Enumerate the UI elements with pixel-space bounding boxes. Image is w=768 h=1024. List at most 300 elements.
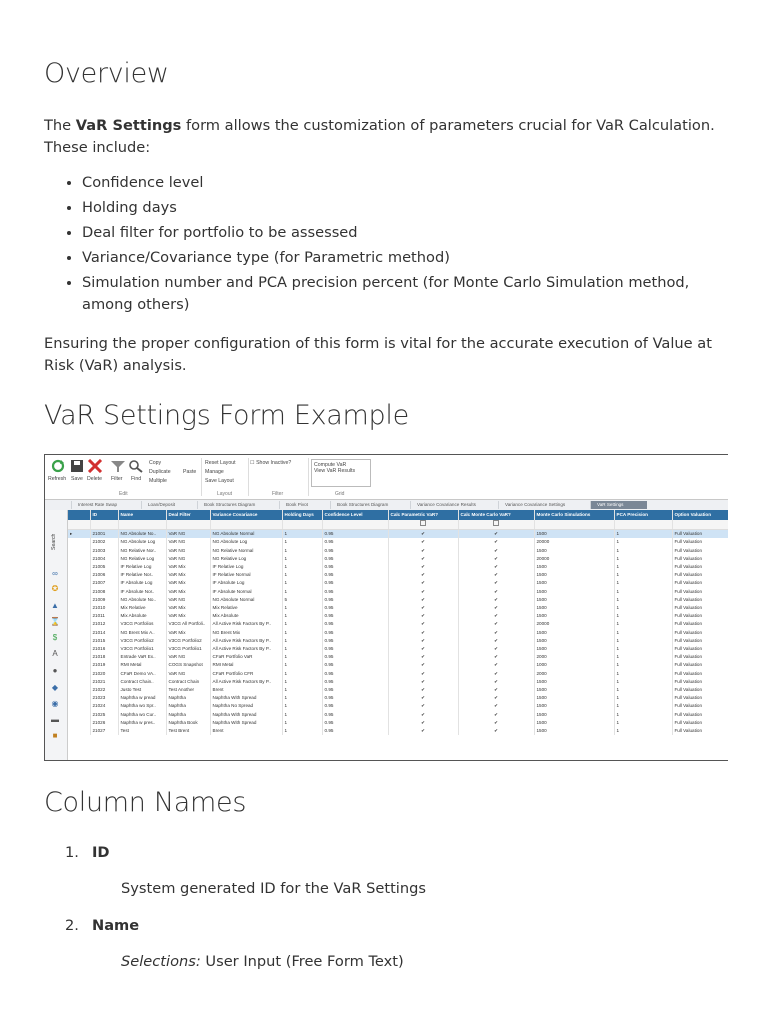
table-cell[interactable]: 2000 <box>534 670 614 678</box>
column-header[interactable]: Calc Parametric VaR? <box>388 510 458 520</box>
table-cell[interactable]: Naphtha <box>166 702 210 710</box>
row-indicator[interactable] <box>68 604 90 612</box>
table-cell[interactable]: Full Valuation <box>672 711 728 719</box>
column-header[interactable]: Calc Monte Carlo VaR? <box>458 510 534 520</box>
table-cell[interactable]: VaR Mix <box>166 612 210 620</box>
row-indicator[interactable] <box>68 620 90 628</box>
table-cell[interactable]: V3CG Portfolio2 <box>118 637 166 645</box>
table-row[interactable] <box>68 711 728 719</box>
column-header[interactable]: Deal Filter <box>166 510 210 520</box>
table-cell[interactable]: V3CG Portfolios <box>118 620 166 628</box>
table-cell[interactable]: 21009 <box>90 596 118 604</box>
hourglass-icon[interactable]: ⌛ <box>50 617 60 626</box>
table-cell[interactable]: ✔ <box>388 637 458 645</box>
table-cell[interactable]: NG Relative Log <box>118 555 166 563</box>
table-cell[interactable]: 20000 <box>534 538 614 546</box>
table-cell[interactable]: ✔ <box>458 670 534 678</box>
table-cell[interactable]: 0.95 <box>322 645 388 653</box>
table-cell[interactable]: 1 <box>282 563 322 571</box>
table-cell[interactable]: 1500 <box>534 604 614 612</box>
table-cell[interactable]: 1 <box>282 588 322 596</box>
table-cell[interactable]: 0.95 <box>322 629 388 637</box>
table-cell[interactable]: IF Relative Nor.. <box>118 571 166 579</box>
table-cell[interactable]: ✔ <box>388 596 458 604</box>
table-cell[interactable]: ✔ <box>388 686 458 694</box>
table-cell[interactable]: Full Valuation <box>672 694 728 702</box>
row-indicator[interactable] <box>68 678 90 686</box>
table-cell[interactable]: ✔ <box>388 727 458 735</box>
table-row[interactable] <box>68 653 728 661</box>
table-cell[interactable]: 1500 <box>534 686 614 694</box>
tab-book-structures-2[interactable]: Book Structures Diagram <box>330 501 415 509</box>
table-cell[interactable]: 1 <box>282 530 322 539</box>
table-cell[interactable]: 0.95 <box>322 604 388 612</box>
table-row[interactable] <box>68 579 728 587</box>
table-cell[interactable]: 21004 <box>90 555 118 563</box>
table-cell[interactable]: 1 <box>282 719 322 727</box>
table-row[interactable] <box>68 563 728 571</box>
table-cell[interactable]: 20000 <box>534 555 614 563</box>
table-cell[interactable]: Mix Relative <box>118 604 166 612</box>
table-cell[interactable]: 0.95 <box>322 547 388 555</box>
table-cell[interactable]: 1 <box>614 596 672 604</box>
table-cell[interactable]: 21026 <box>90 719 118 727</box>
table-cell[interactable]: 1500 <box>534 596 614 604</box>
table-cell[interactable]: 1 <box>282 555 322 563</box>
table-cell[interactable]: Full Valuation <box>672 604 728 612</box>
table-cell[interactable]: 1500 <box>534 629 614 637</box>
table-cell[interactable]: 21007 <box>90 579 118 587</box>
table-cell[interactable]: VaR Mix <box>166 563 210 571</box>
table-cell[interactable]: 0.95 <box>322 571 388 579</box>
table-cell[interactable]: 1500 <box>534 727 614 735</box>
table-cell[interactable]: 20000 <box>534 620 614 628</box>
table-row[interactable] <box>68 612 728 620</box>
table-cell[interactable]: 1 <box>614 637 672 645</box>
table-cell[interactable]: NG Absolute No.. <box>118 596 166 604</box>
table-cell[interactable]: VaR Mix <box>166 604 210 612</box>
table-cell[interactable]: Full Valuation <box>672 637 728 645</box>
row-indicator[interactable] <box>68 555 90 563</box>
table-cell[interactable]: ✔ <box>458 579 534 587</box>
table-cell[interactable]: 21024 <box>90 702 118 710</box>
row-indicator[interactable] <box>68 538 90 546</box>
table-cell[interactable]: Full Valuation <box>672 530 728 539</box>
table-row[interactable] <box>68 694 728 702</box>
delete-button[interactable]: Delete <box>87 476 102 482</box>
table-cell[interactable]: 1 <box>614 612 672 620</box>
table-cell[interactable]: 0.95 <box>322 702 388 710</box>
table-cell[interactable]: Full Valuation <box>672 645 728 653</box>
table-cell[interactable]: 21003 <box>90 547 118 555</box>
ship-icon[interactable]: ▬ <box>51 715 59 724</box>
table-cell[interactable]: 1 <box>614 588 672 596</box>
table-cell[interactable]: VaR Mix <box>166 588 210 596</box>
table-cell[interactable]: Full Valuation <box>672 612 728 620</box>
table-cell[interactable]: 0.95 <box>322 563 388 571</box>
table-cell[interactable]: 1 <box>282 653 322 661</box>
table-cell[interactable]: All Active Risk Factors By P.. <box>210 678 282 686</box>
row-indicator[interactable] <box>68 727 90 735</box>
table-cell[interactable]: ✔ <box>388 711 458 719</box>
table-cell[interactable]: 0.95 <box>322 530 388 539</box>
table-cell[interactable]: 1 <box>614 563 672 571</box>
table-cell[interactable]: 0.95 <box>322 727 388 735</box>
table-cell[interactable]: 0.95 <box>322 579 388 587</box>
table-cell[interactable]: Full Valuation <box>672 538 728 546</box>
table-cell[interactable]: NG Brent Mix <box>210 629 282 637</box>
duplicate-button[interactable]: Duplicate <box>149 469 171 475</box>
table-cell[interactable]: ✔ <box>388 645 458 653</box>
table-cell[interactable]: 0.95 <box>322 612 388 620</box>
row-indicator[interactable] <box>68 694 90 702</box>
column-header[interactable]: Monte Carlo Simulations <box>534 510 614 520</box>
table-cell[interactable]: 1 <box>614 579 672 587</box>
table-cell[interactable]: ✔ <box>388 555 458 563</box>
table-cell[interactable]: 0.95 <box>322 686 388 694</box>
table-cell[interactable]: 21012 <box>90 620 118 628</box>
row-indicator[interactable] <box>68 637 90 645</box>
table-cell[interactable]: VaR Mix <box>166 629 210 637</box>
table-cell[interactable]: Naphtha Book <box>166 719 210 727</box>
table-cell[interactable]: ✔ <box>388 571 458 579</box>
row-indicator[interactable] <box>68 571 90 579</box>
table-cell[interactable]: 21019 <box>90 661 118 669</box>
table-cell[interactable]: 5 <box>282 596 322 604</box>
table-cell[interactable]: Naphtha <box>166 711 210 719</box>
table-row[interactable] <box>68 727 728 735</box>
table-cell[interactable]: Full Valuation <box>672 547 728 555</box>
table-cell[interactable]: 1 <box>282 637 322 645</box>
table-cell[interactable]: Naphtha w pread <box>118 694 166 702</box>
table-cell[interactable]: Naphtha w pres.. <box>118 719 166 727</box>
table-cell[interactable]: 1 <box>614 547 672 555</box>
table-cell[interactable]: Test <box>118 727 166 735</box>
tab-variance-settings[interactable]: Variance Covariance Settings <box>498 501 593 509</box>
table-cell[interactable]: ✔ <box>388 604 458 612</box>
table-cell[interactable]: 1 <box>614 645 672 653</box>
table-row[interactable] <box>68 629 728 637</box>
row-indicator[interactable] <box>68 670 90 678</box>
table-cell[interactable]: ✔ <box>458 711 534 719</box>
table-cell[interactable]: CFaR Portfolio VaR <box>210 653 282 661</box>
table-cell[interactable]: ✔ <box>388 588 458 596</box>
reset-layout-button[interactable]: Reset Layout <box>205 460 236 466</box>
paste-button[interactable]: Paste <box>183 469 197 475</box>
table-cell[interactable]: ✔ <box>458 629 534 637</box>
table-cell[interactable]: VaR Mix <box>166 579 210 587</box>
dollar-icon[interactable]: $ <box>52 633 58 642</box>
table-cell[interactable]: CFaR Demo VA.. <box>118 670 166 678</box>
table-cell[interactable]: Full Valuation <box>672 661 728 669</box>
table-cell[interactable]: ✔ <box>388 612 458 620</box>
find-button[interactable]: Find <box>131 476 142 482</box>
table-cell[interactable]: NG Relative Nor.. <box>118 547 166 555</box>
refresh-icon[interactable] <box>49 459 67 473</box>
table-cell[interactable]: COGS Snapshot <box>166 661 210 669</box>
table-cell[interactable]: 21022 <box>90 686 118 694</box>
row-indicator[interactable] <box>68 596 90 604</box>
table-row[interactable] <box>68 686 728 694</box>
table-cell[interactable]: 1 <box>614 571 672 579</box>
table-cell[interactable]: VaR NG <box>166 555 210 563</box>
table-row[interactable] <box>68 702 728 710</box>
table-cell[interactable]: 1 <box>282 620 322 628</box>
table-cell[interactable]: Entrade VaR Ex.. <box>118 653 166 661</box>
table-cell[interactable]: ✔ <box>388 563 458 571</box>
table-cell[interactable]: ✔ <box>388 547 458 555</box>
table-cell[interactable]: 21016 <box>90 645 118 653</box>
table-cell[interactable]: 1500 <box>534 571 614 579</box>
table-cell[interactable]: 1 <box>614 653 672 661</box>
table-cell[interactable]: 1 <box>614 538 672 546</box>
table-cell[interactable]: 21020 <box>90 670 118 678</box>
table-cell[interactable]: Contract Chain <box>166 678 210 686</box>
table-cell[interactable]: V3CG Portfolio2 <box>166 637 210 645</box>
row-indicator[interactable] <box>68 629 90 637</box>
row-indicator[interactable] <box>68 653 90 661</box>
table-cell[interactable]: ✔ <box>388 719 458 727</box>
table-cell[interactable]: ✔ <box>458 637 534 645</box>
table-cell[interactable]: 0.95 <box>322 637 388 645</box>
table-cell[interactable]: ✔ <box>388 694 458 702</box>
table-cell[interactable]: 21015 <box>90 637 118 645</box>
table-cell[interactable]: All Active Risk Factors By P.. <box>210 620 282 628</box>
table-cell[interactable]: 1 <box>282 604 322 612</box>
settings-icon[interactable]: ✪ <box>51 584 59 593</box>
table-row[interactable] <box>68 661 728 669</box>
table-cell[interactable]: ✔ <box>388 530 458 539</box>
table-cell[interactable]: Brent <box>210 686 282 694</box>
table-cell[interactable]: Mix Absolute <box>118 612 166 620</box>
table-cell[interactable]: NG Absolute Log <box>210 538 282 546</box>
table-cell[interactable]: NG Absolute Log <box>118 538 166 546</box>
table-cell[interactable]: 1 <box>282 727 322 735</box>
table-cell[interactable]: 1 <box>614 678 672 686</box>
table-cell[interactable]: 1500 <box>534 719 614 727</box>
globe-icon[interactable]: ◉ <box>51 699 59 708</box>
table-cell[interactable]: 1500 <box>534 612 614 620</box>
table-cell[interactable]: ✔ <box>388 620 458 628</box>
table-cell[interactable]: IF Relative Log <box>210 563 282 571</box>
table-cell[interactable]: VaR NG <box>166 538 210 546</box>
tab-variance-results[interactable]: Variance Covariance Results <box>410 501 505 509</box>
table-cell[interactable]: IF Absolute Normal <box>210 588 282 596</box>
table-cell[interactable]: 1000 <box>534 661 614 669</box>
table-cell[interactable]: Naphtha wo Spr.. <box>118 702 166 710</box>
table-cell[interactable]: 1 <box>614 719 672 727</box>
table-cell[interactable]: 1 <box>614 661 672 669</box>
table-cell[interactable]: VaR NG <box>166 530 210 539</box>
table-cell[interactable]: 1 <box>614 530 672 539</box>
table-cell[interactable]: 1 <box>282 538 322 546</box>
table-cell[interactable]: 0.95 <box>322 719 388 727</box>
row-indicator[interactable] <box>68 661 90 669</box>
table-row[interactable] <box>68 547 728 555</box>
table-cell[interactable]: 0.95 <box>322 538 388 546</box>
table-cell[interactable]: VaR NG <box>166 653 210 661</box>
table-cell[interactable]: 1500 <box>534 711 614 719</box>
table-cell[interactable]: ✔ <box>388 670 458 678</box>
table-cell[interactable]: V3CG Portfolio1 <box>166 645 210 653</box>
row-indicator[interactable] <box>68 702 90 710</box>
grid-actions-list[interactable] <box>311 459 371 487</box>
table-cell[interactable]: NG Relative Normal <box>210 547 282 555</box>
show-inactive-checkbox[interactable]: ☐ Show Inactive? <box>250 460 292 466</box>
table-cell[interactable]: NG Absolute No.. <box>118 530 166 539</box>
table-cell[interactable]: Full Valuation <box>672 702 728 710</box>
table-cell[interactable]: ✔ <box>388 538 458 546</box>
table-cell[interactable]: 0.95 <box>322 555 388 563</box>
table-cell[interactable]: ✔ <box>458 645 534 653</box>
table-cell[interactable]: 1 <box>282 579 322 587</box>
table-cell[interactable]: Full Valuation <box>672 686 728 694</box>
row-indicator[interactable] <box>68 711 90 719</box>
table-cell[interactable]: 21010 <box>90 604 118 612</box>
table-cell[interactable]: ✔ <box>458 547 534 555</box>
table-cell[interactable]: NG Absolute Normal <box>210 596 282 604</box>
table-cell[interactable]: 1 <box>282 547 322 555</box>
table-cell[interactable]: Full Valuation <box>672 620 728 628</box>
table-cell[interactable]: ✔ <box>388 678 458 686</box>
table-cell[interactable]: Full Valuation <box>672 596 728 604</box>
table-cell[interactable]: 1 <box>282 711 322 719</box>
table-row[interactable] <box>68 719 728 727</box>
table-cell[interactable]: Contract Chain.. <box>118 678 166 686</box>
column-header[interactable]: Confidence Level <box>322 510 388 520</box>
table-cell[interactable]: 1 <box>614 694 672 702</box>
table-cell[interactable]: V3CG All Portfoli.. <box>166 620 210 628</box>
table-cell[interactable]: Full Valuation <box>672 571 728 579</box>
table-cell[interactable]: 0.95 <box>322 670 388 678</box>
table-cell[interactable]: 1500 <box>534 694 614 702</box>
row-indicator[interactable] <box>68 645 90 653</box>
manage-layout-button[interactable]: Manage <box>205 469 224 475</box>
row-indicator[interactable] <box>68 563 90 571</box>
table-cell[interactable]: Naphtha <box>166 694 210 702</box>
table-cell[interactable]: NG Relative Log <box>210 555 282 563</box>
table-cell[interactable]: 21023 <box>90 694 118 702</box>
table-cell[interactable]: 1 <box>282 612 322 620</box>
table-cell[interactable]: 21014 <box>90 629 118 637</box>
table-cell[interactable]: Full Valuation <box>672 555 728 563</box>
table-cell[interactable]: NG Absolute Normal <box>210 530 282 539</box>
table-cell[interactable]: V3CG Portfolio1 <box>118 645 166 653</box>
table-cell[interactable]: Brent <box>210 727 282 735</box>
table-cell[interactable]: 1 <box>614 727 672 735</box>
table-row[interactable] <box>68 538 728 546</box>
table-cell[interactable]: Test Another <box>166 686 210 694</box>
table-cell[interactable]: IF Relative Normal <box>210 571 282 579</box>
table-cell[interactable]: Full Valuation <box>672 678 728 686</box>
table-cell[interactable]: 21008 <box>90 588 118 596</box>
table-cell[interactable]: 1 <box>614 629 672 637</box>
table-row[interactable] <box>68 571 728 579</box>
table-cell[interactable]: Naphtha wo Cur.. <box>118 711 166 719</box>
table-row[interactable] <box>68 588 728 596</box>
save-layout-button[interactable]: Save Layout <box>205 478 234 484</box>
view-var-results-option[interactable]: View VaR Results <box>314 468 356 474</box>
table-cell[interactable]: 21011 <box>90 612 118 620</box>
row-indicator[interactable]: ▸ <box>68 530 90 539</box>
table-cell[interactable]: 2000 <box>534 653 614 661</box>
table-cell[interactable]: NG Brent Mix A.. <box>118 629 166 637</box>
table-cell[interactable]: ✔ <box>458 563 534 571</box>
table-cell[interactable]: Full Valuation <box>672 670 728 678</box>
table-cell[interactable]: ✔ <box>388 702 458 710</box>
table-cell[interactable]: 1 <box>614 686 672 694</box>
table-cell[interactable]: Naphtha No Spread <box>210 702 282 710</box>
table-cell[interactable]: Test Brent <box>166 727 210 735</box>
chart-icon[interactable]: ▲ <box>51 601 59 610</box>
table-row[interactable] <box>68 637 728 645</box>
table-cell[interactable]: All Active Risk Factors By P.. <box>210 645 282 653</box>
table-cell[interactable]: 1 <box>282 686 322 694</box>
table-cell[interactable]: 21027 <box>90 727 118 735</box>
search-panel-label[interactable]: Search <box>51 533 57 550</box>
table-cell[interactable]: 1 <box>282 571 322 579</box>
table-cell[interactable]: 1500 <box>534 547 614 555</box>
table-cell[interactable]: ✔ <box>388 653 458 661</box>
table-cell[interactable]: Full Valuation <box>672 588 728 596</box>
table-cell[interactable]: ✔ <box>458 571 534 579</box>
font-icon[interactable]: A <box>52 649 58 658</box>
table-cell[interactable]: 0.95 <box>322 711 388 719</box>
table-row[interactable] <box>68 645 728 653</box>
column-header[interactable]: Option Valuation <box>672 510 728 520</box>
table-cell[interactable]: VaR NG <box>166 547 210 555</box>
table-cell[interactable]: 1500 <box>534 588 614 596</box>
tab-book-pivot[interactable]: Book Pivot <box>279 501 332 509</box>
compute-var-option[interactable]: Compute VaR <box>314 462 347 468</box>
table-cell[interactable]: ✔ <box>458 538 534 546</box>
table-row[interactable] <box>68 530 728 539</box>
table-cell[interactable]: 0.95 <box>322 678 388 686</box>
table-cell[interactable]: 21006 <box>90 571 118 579</box>
table-cell[interactable]: Full Valuation <box>672 629 728 637</box>
table-cell[interactable]: Mix Relative <box>210 604 282 612</box>
column-header[interactable]: Holding Days <box>282 510 322 520</box>
table-cell[interactable]: 1 <box>282 645 322 653</box>
table-cell[interactable]: VaR Mix <box>166 571 210 579</box>
table-cell[interactable]: IF Absolute Log <box>118 579 166 587</box>
table-cell[interactable]: 0.95 <box>322 661 388 669</box>
table-cell[interactable]: 0.95 <box>322 620 388 628</box>
binoculars-icon[interactable]: ∞ <box>52 569 58 578</box>
table-cell[interactable]: 1 <box>282 678 322 686</box>
lock-icon[interactable]: ■ <box>52 731 58 740</box>
table-cell[interactable]: Naphtha With Spread <box>210 711 282 719</box>
table-cell[interactable]: 1 <box>614 604 672 612</box>
table-cell[interactable]: Full Valuation <box>672 579 728 587</box>
multiple-button[interactable]: Multiple <box>149 478 167 484</box>
table-cell[interactable]: VaR NG <box>166 596 210 604</box>
column-header[interactable]: ID <box>90 510 118 520</box>
table-cell[interactable]: Mix Absolute <box>210 612 282 620</box>
table-cell[interactable]: 1500 <box>534 530 614 539</box>
table-cell[interactable]: 1 <box>614 620 672 628</box>
copy-button[interactable]: Copy <box>149 460 162 466</box>
table-cell[interactable]: Full Valuation <box>672 653 728 661</box>
table-row[interactable] <box>68 678 728 686</box>
table-row[interactable] <box>68 604 728 612</box>
table-cell[interactable]: IF Absolute Nor.. <box>118 588 166 596</box>
table-cell[interactable]: ✔ <box>458 686 534 694</box>
filter-button[interactable]: Filter <box>111 476 123 482</box>
table-cell[interactable]: Full Valuation <box>672 727 728 735</box>
column-header[interactable]: Name <box>118 510 166 520</box>
tab-book-structures[interactable]: Book Structures Diagram <box>197 501 284 509</box>
